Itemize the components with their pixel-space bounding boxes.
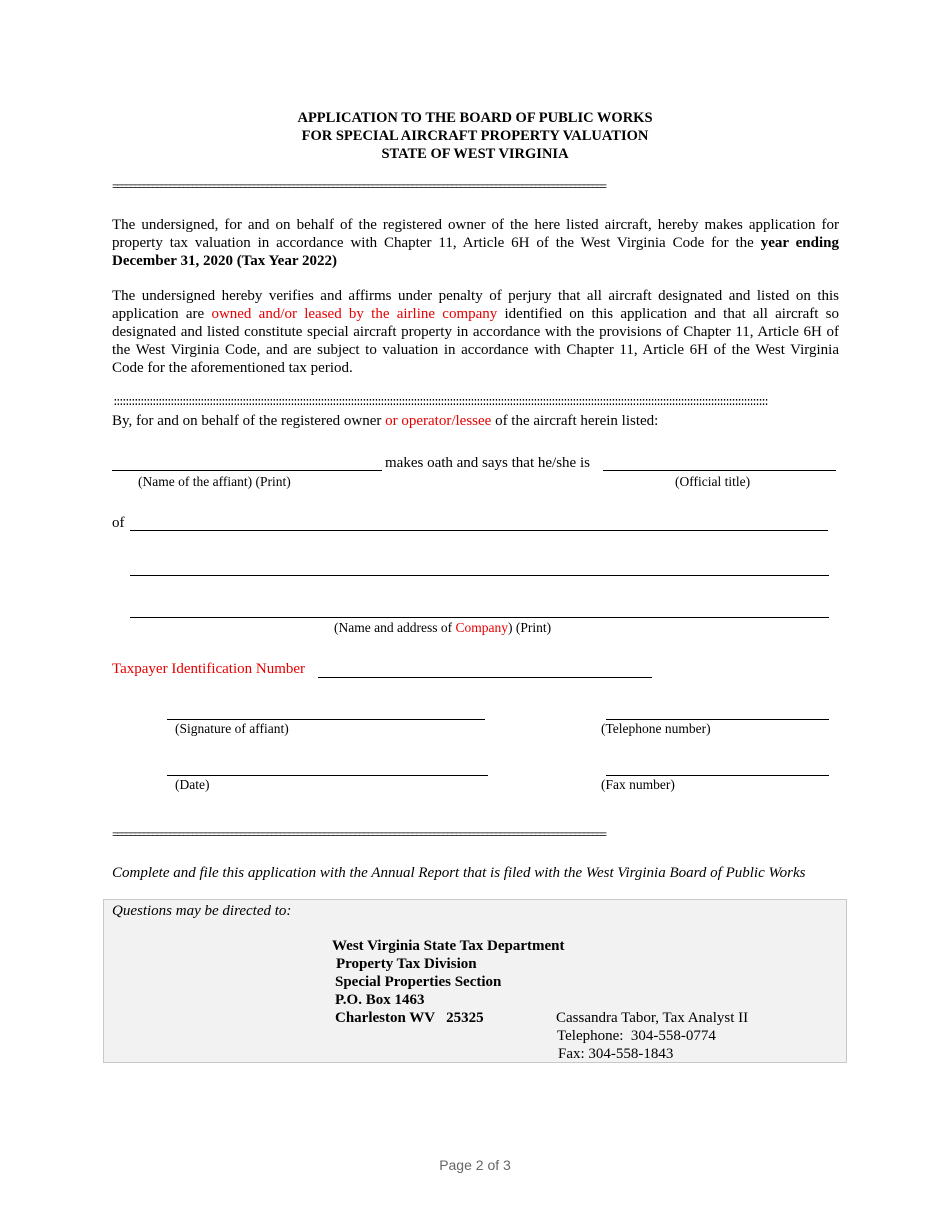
signature-field[interactable]	[167, 719, 485, 720]
company-name-field[interactable]	[130, 530, 828, 531]
contact-org: West Virginia State Tax Department	[332, 938, 565, 954]
fax-field[interactable]	[606, 775, 829, 776]
company-label-text-a: (Name and address of	[334, 620, 456, 635]
affiant-name-field[interactable]	[112, 470, 382, 471]
company-label-text-b: ) (Print)	[507, 620, 552, 635]
contact-heading: Questions may be directed to:	[112, 903, 292, 919]
date-field[interactable]	[167, 775, 488, 776]
contact-section: Special Properties Section	[335, 974, 502, 990]
fax-label: (Fax number)	[601, 777, 675, 792]
company-label	[334, 620, 551, 636]
signature-label: (Signature of affiant)	[175, 721, 289, 736]
contact-pobox: P.O. Box 1463	[335, 992, 425, 1008]
contact-phone: Telephone: 304-558-0774	[557, 1028, 716, 1044]
title-line-2: FOR SPECIAL AIRCRAFT PROPERTY VALUATION	[301, 128, 649, 144]
double-rule-divider-bottom: ================================================================================================================	[112, 830, 605, 842]
title-line-1: APPLICATION TO THE BOARD OF PUBLIC WORKS	[297, 110, 653, 126]
title-line-3: STATE OF WEST VIRGINIA	[381, 146, 569, 162]
filing-note: Complete and file this application with the Annual Report that is filed with the West Virginia Board of Public Works	[112, 865, 806, 881]
tin-label: Taxpayer Identification Number	[112, 661, 306, 677]
by-line	[112, 412, 658, 430]
by-line-text-a: By, for and on behalf of the registered owner	[112, 413, 386, 429]
telephone-label: (Telephone number)	[601, 721, 711, 736]
document-title	[0, 109, 950, 163]
para1-text: The undersigned, for and on behalf of the registered owner of the here listed aircraft, hereby makes application for property tax valuation in accordance with Chapter 11, Article 6H of the West Virginia Code for the	[112, 217, 839, 251]
tin-field[interactable]	[318, 677, 652, 678]
company-label-red: Company	[455, 620, 508, 635]
official-title-label: (Official title)	[675, 474, 751, 489]
para2-text-a: The undersigned hereby verifies and affirms under penalty of perjury that all aircraft designated and listed on this application are	[112, 288, 839, 322]
page-number: Page 2 of 3	[439, 1157, 511, 1173]
contact-division: Property Tax Division	[336, 956, 477, 972]
of-label: of	[112, 515, 125, 531]
company-address-field-1[interactable]	[130, 575, 829, 576]
by-line-red-text: or operator/lessee	[385, 413, 492, 429]
application-paragraph	[112, 216, 839, 270]
company-address-field-2[interactable]	[130, 617, 829, 618]
by-line-text-b: of the aircraft herein listed:	[491, 413, 659, 429]
date-label: (Date)	[175, 777, 210, 792]
contact-person: Cassandra Tabor, Tax Analyst II	[556, 1010, 749, 1026]
contact-city: Charleston WV 25325	[335, 1010, 484, 1026]
tax-year-bold: year ending December 31, 2020 (Tax Year 2022)	[112, 235, 839, 269]
double-rule-divider: ================================================================================================================	[112, 182, 605, 194]
telephone-field[interactable]	[606, 719, 829, 720]
verification-paragraph	[112, 287, 839, 377]
para2-text-b: identified on this application and that all aircraft so designated and listed constitute special aircraft property in accordance with the provisions of Chapter 11, Article 6H of the West Virginia Code, and are subject to valuation in accordance with Chapter 11, Article 6H of the West Virginia Code for the aforementioned tax period.	[112, 306, 839, 376]
oath-text: makes oath and says that he/she is	[385, 455, 590, 471]
official-title-field[interactable]	[603, 470, 836, 471]
contact-fax: Fax: 304-558-1843	[558, 1046, 674, 1062]
para2-red-text: owned and/or leased by the airline company	[211, 306, 498, 322]
affiant-name-label: (Name of the affiant) (Print)	[138, 474, 291, 489]
dotted-rule-divider: ::::::::::::::::::::::::::::::::::::::::::::::::::::::::::::::::::::::::::::::::::::::::::::::::::::::::::::::::::::::::::::::::::::::::::::::::::::::::::::::::::::::::::::::::::::::::::::::::::::::::::::::::::::::::::	[112, 397, 767, 409]
